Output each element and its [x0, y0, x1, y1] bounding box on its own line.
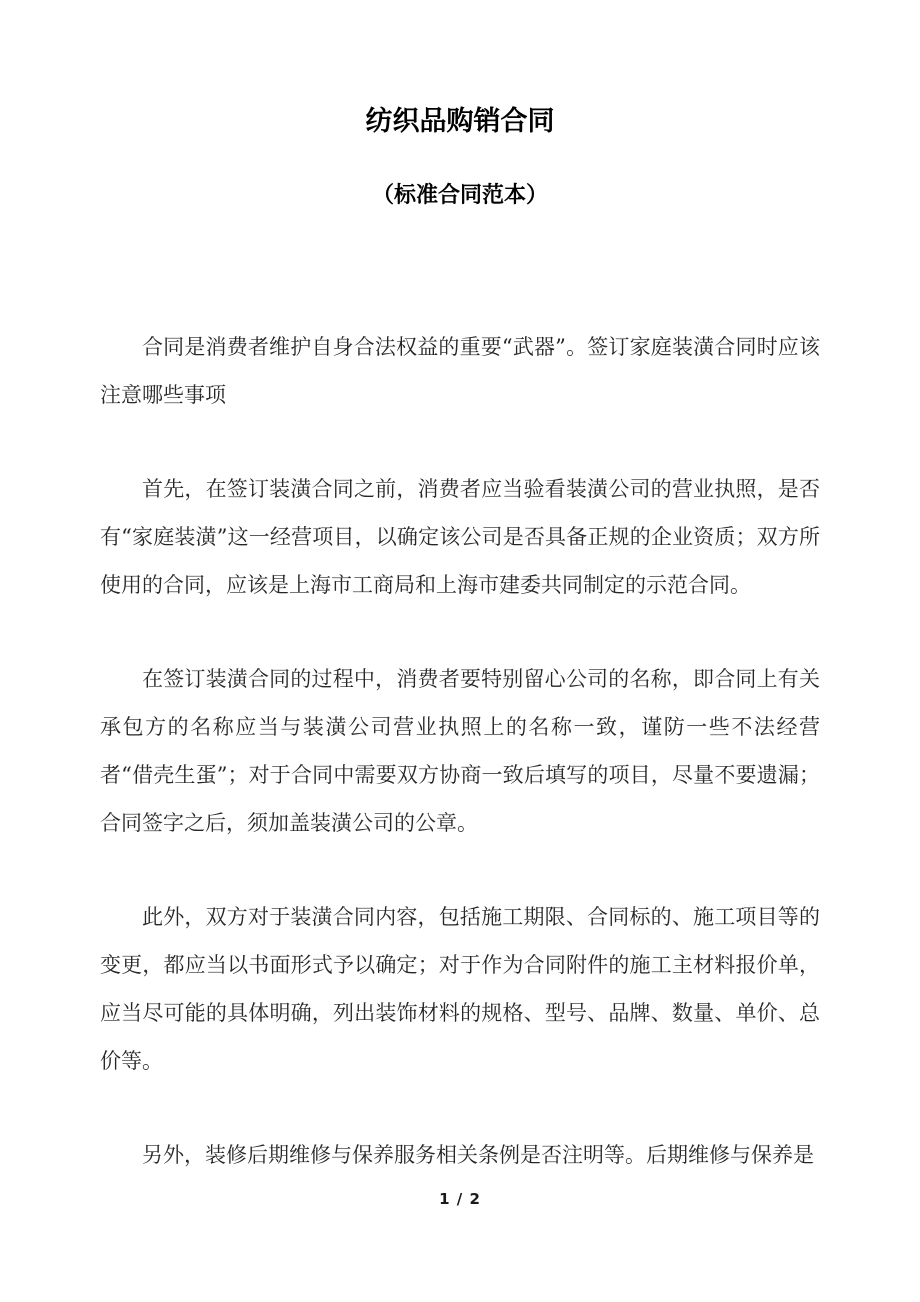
paragraph-2: 首先，在签订装潢合同之前，消费者应当验看装潢公司的营业执照，是否有“家庭装潢”这一经营项目，以确定该公司是否具备正规的企业资质；双方所使用的合同，应该是上海市工商局和上海市建委共同制定的示范合同。: [100, 477, 820, 597]
document-body: [100, 323, 820, 1179]
paragraph-5: 另外，装修后期维修与保养服务相关条例是否注明等。后期维修与保养是: [142, 1143, 814, 1167]
paragraph-3: 在签订装潢合同的过程中，消费者要特别留心公司的名称，即合同上有关承包方的名称应当与装潢公司营业执照上的名称一致，谨防一些不法经营者“借壳生蛋”；对于合同中需要双方协商一致后填写的项目，尽量不要遗漏；合同签字之后，须加盖装潢公司的公章。: [100, 667, 820, 835]
paragraph-4: 此外，双方对于装潢合同内容，包括施工期限、合同标的、施工项目等的变更，都应当以书面形式予以确定；对于作为合同附件的施工主材料报价单，应当尽可能的具体明确，列出装饰材料的规格、型号、品牌、数量、单价、总价等。: [100, 905, 820, 1073]
page-number: 1 / 2: [439, 1190, 481, 1208]
paragraph-1: 合同是消费者维护自身合法权益的重要“武器”。签订家庭装潢合同时应该注意哪些事项: [100, 335, 820, 407]
document-subtitle: （标准合同范本）: [371, 182, 548, 208]
document-title: 纺织品购销合同: [365, 106, 555, 137]
